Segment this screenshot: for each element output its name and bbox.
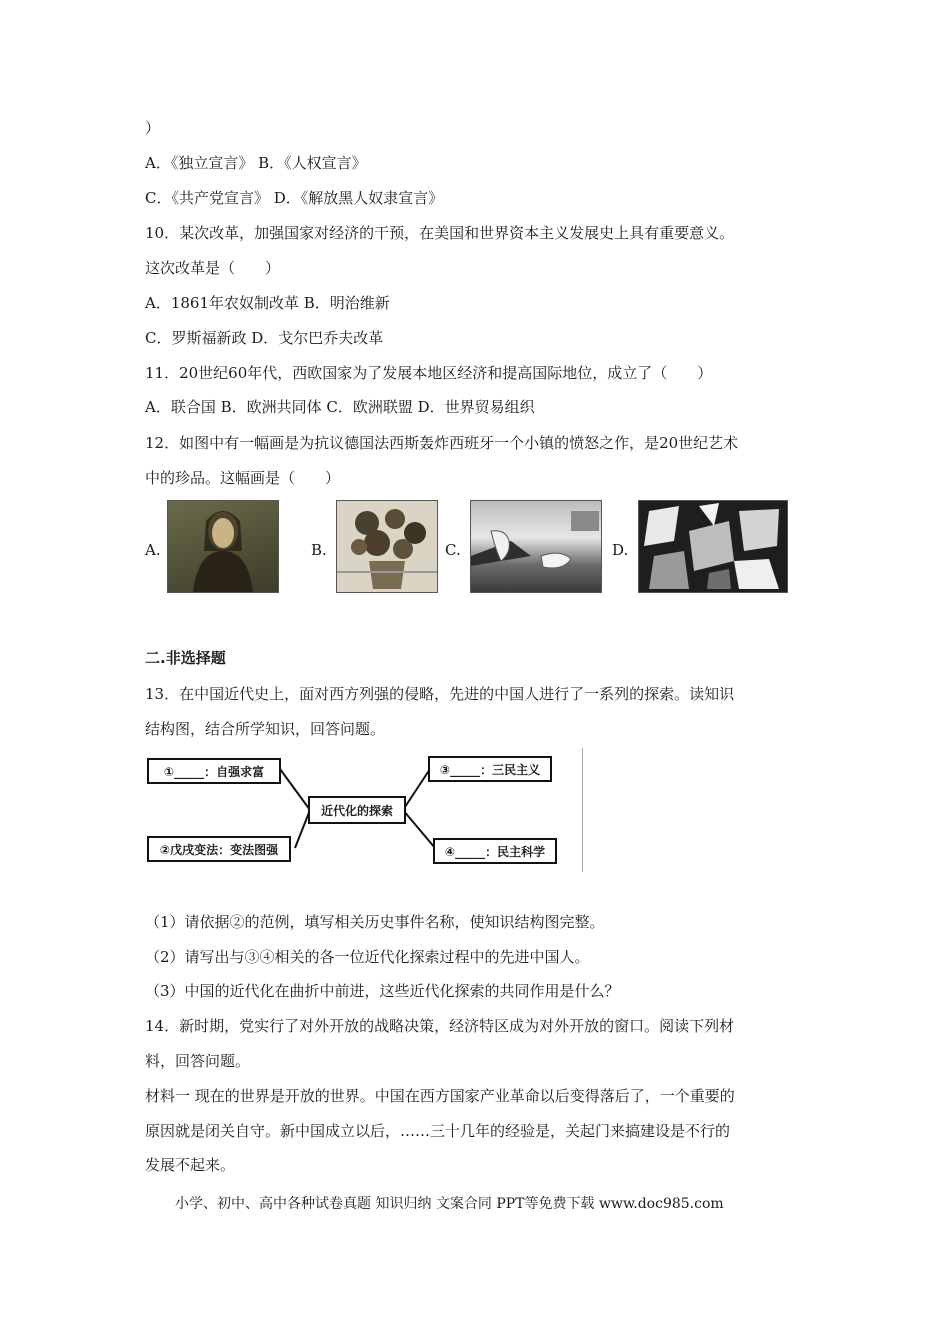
guernica-image	[639, 501, 787, 592]
q14-material1-line1: 材料一 现在的世界是开放的世界。中国在西方国家产业革命以后变得落后了，一个重要的	[145, 1087, 735, 1105]
q11-options: A．联合国 B．欧洲共同体 C．欧洲联盟 D．世界贸易组织	[145, 398, 535, 416]
dali-clocks-image	[471, 501, 601, 592]
section-heading: 二.非选择题	[145, 649, 226, 667]
q12-option-c-label: C.	[445, 541, 461, 559]
q13-stem-line2: 结构图，结合所学知识，回答问题。	[145, 720, 386, 738]
knowledge-structure-diagram	[145, 748, 583, 872]
diagram-box-1: ①_____：自强求富	[147, 758, 281, 784]
mona-lisa-image	[168, 501, 278, 592]
persistence-of-memory-painting	[470, 500, 602, 593]
q12-stem-line2: 中的珍品。这幅画是（ ）	[145, 469, 341, 487]
q13-sub3: （3）中国的近代化在曲折中前进，这些近代化探索的共同作用是什么？	[145, 982, 620, 1000]
q12-option-a-label: A.	[145, 541, 161, 559]
diagram-box-3: ③_____：三民主义	[428, 756, 552, 782]
q13-sub1: （1）请依据②的范例，填写相关历史事件名称，使知识结构图完整。	[145, 913, 605, 931]
q13-stem-line1: 13．在中国近代史上，面对西方列强的侵略，先进的中国人进行了一系列的探索。读知识	[145, 685, 735, 703]
q9-options-ab: A．《独立宣言》 B．《人权宣言》	[145, 154, 367, 172]
q14-stem-line1: 14．新时期，党实行了对外开放的战略决策，经济特区成为对外开放的窗口。阅读下列材	[145, 1017, 735, 1035]
q13-sub2: （2）请写出与③④相关的各一位近代化探索过程中的先进中国人。	[145, 948, 590, 966]
sunflowers-image	[337, 501, 437, 592]
diagram-center-box: 近代化的探索	[308, 796, 406, 824]
sunflowers-painting	[336, 500, 438, 593]
q9-options-cd: C．《共产党宣言》 D．《解放黑人奴隶宣言》	[145, 189, 444, 207]
guernica-painting	[638, 500, 788, 593]
q14-material1-line2: 原因就是闭关自守。新中国成立以后，……三十几年的经验是，关起门来搞建设是不行的	[145, 1122, 731, 1140]
q9-paren: ）	[145, 119, 161, 137]
q10-options-cd: C．罗斯福新政 D．戈尔巴乔夫改革	[145, 329, 384, 347]
q10-stem-line2: 这次改革是（ ）	[145, 259, 281, 277]
q10-options-ab: A．1861年农奴制改革 B．明治维新	[145, 294, 390, 312]
diagram-box-4: ④_____：民主科学	[433, 838, 557, 864]
q14-material1-line3: 发展不起来。	[145, 1156, 236, 1174]
q14-stem-line2: 料，回答问题。	[145, 1052, 251, 1070]
page-footer: 小学、初中、高中各种试卷真题 知识归纳 文案合同 PPT等免费下载 www.doc985.com	[175, 1196, 724, 1212]
diagram-box-2: ②戊戌变法：变法图强	[147, 836, 291, 862]
q12-stem-line1: 12．如图中有一幅画是为抗议德国法西斯轰炸西班牙一个小镇的愤怒之作，是20世纪艺术	[145, 434, 739, 452]
q11-stem: 11．20世纪60年代，西欧国家为了发展本地区经济和提高国际地位，成立了（ ）	[145, 364, 713, 382]
q10-stem-line1: 10．某次改革，加强国家对经济的干预，在美国和世界资本主义发展史上具有重要意义。	[145, 224, 735, 242]
q12-option-d-label: D.	[612, 541, 629, 559]
q12-option-b-label: B.	[311, 541, 327, 559]
mona-lisa-painting	[167, 500, 279, 593]
